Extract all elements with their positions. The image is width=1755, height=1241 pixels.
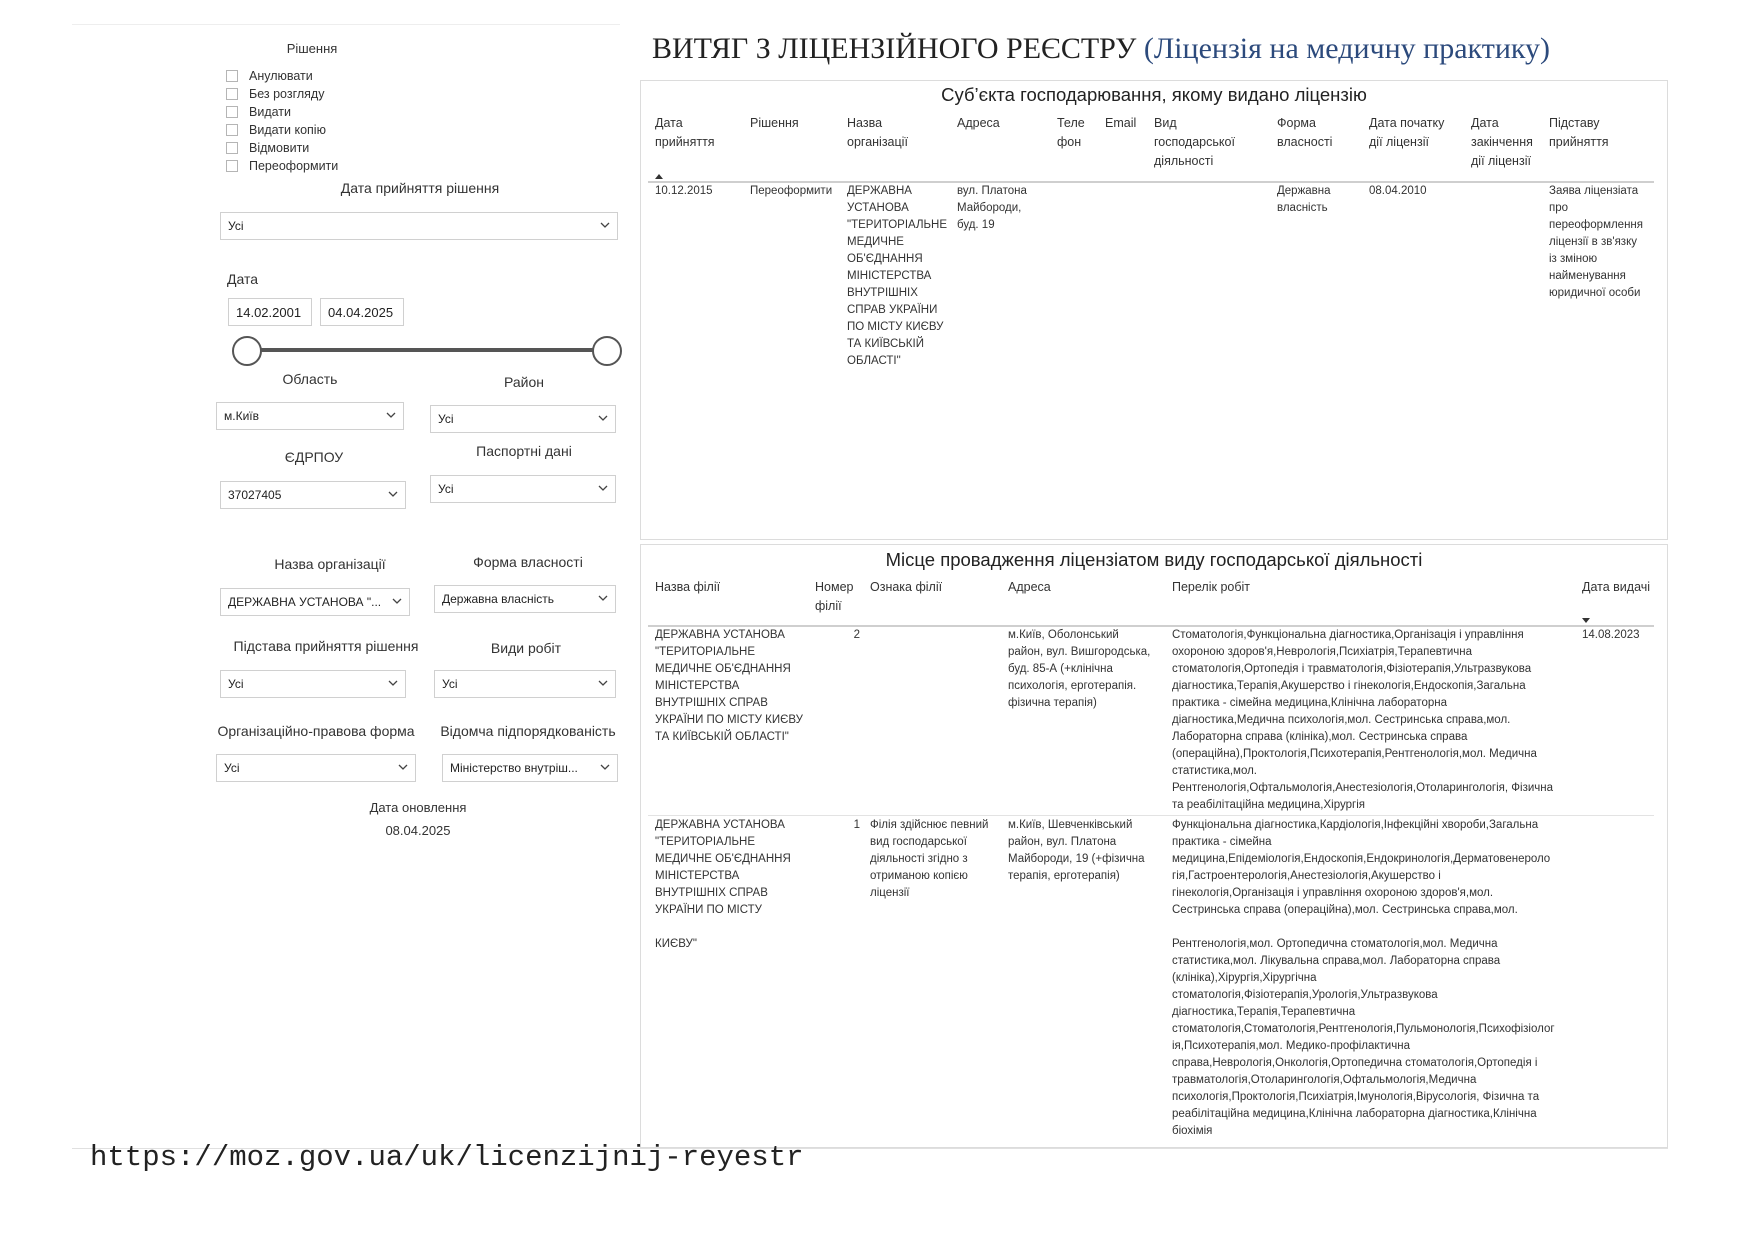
- region-dropdown[interactable]: [216, 402, 404, 430]
- decision-option[interactable]: [226, 158, 338, 174]
- update-date-label: Дата оновлення: [369, 800, 467, 815]
- column-header-date[interactable]: Дата прийняття: [655, 116, 715, 149]
- checkbox[interactable]: [226, 106, 238, 118]
- sort-desc-icon[interactable]: [1582, 618, 1590, 623]
- chevron-down-icon: [386, 411, 396, 419]
- basis-label: Підстава прийняття рішення: [233, 638, 419, 654]
- decision-option[interactable]: [226, 68, 313, 84]
- column-header-org[interactable]: Назва організації: [847, 116, 908, 149]
- column-header-number[interactable]: Номер філії: [815, 580, 854, 613]
- column-header-start[interactable]: Дата початку дії ліцензії: [1369, 116, 1445, 149]
- checkbox[interactable]: [226, 142, 238, 154]
- column-header-email[interactable]: Email: [1105, 116, 1137, 130]
- cell-address: м.Київ, Оболонський район, вул. Вишгородська, буд. 85-А (+клінічна психологія, ерготерапія. фізична терапія): [1008, 629, 1151, 709]
- page-title-sub: (Ліцензія на медичну практику): [1143, 32, 1551, 65]
- licensee-table-title: Суб’єкта господарювання, якому видано ліцензію: [941, 84, 1367, 105]
- work-types-dropdown[interactable]: [434, 670, 616, 698]
- chevron-down-icon: [600, 221, 610, 229]
- decision-date-label: Дата прийняття рішення: [340, 180, 500, 196]
- cell-branch: ДЕРЖАВНА УСТАНОВА "ТЕРИТОРІАЛЬНЕ МЕДИЧНЕ ОБ'ЄДНАННЯ МІНІСТЕРСТВА ВНУТРІШНІХ СПРАВ УКРАЇНИ ПО МІСТУ КИЄВУ ТА КИЇВСЬКІЙ ОБЛАСТІ": [655, 629, 803, 743]
- column-header-basis[interactable]: Підставу прийняття: [1549, 116, 1609, 149]
- basis-value: Усі: [228, 677, 244, 691]
- date-label: Дата: [227, 271, 259, 287]
- cell-works: Функціональна діагностика,Кардіологія,Інфекційні хвороби,Загальна практика - сімейна медицина,Епідеміологія,Ендоскопія,Ендокринологія,Дерматовенеролo гія,Гастроентерологія,Анестезіологія,Акушерство і гінекологія,Організація і управління охороною здоров'я,мол. Сестринська справа (операційна),мол. Сестринська справа,мол. Рентгенологія,мол. Ортопедична стоматологія,мол. Медична статистика,мол. Лікувальна справа,мол. Лабораторна справа (клініка),Хірургія,Хірургічна стоматологія,Фізіотерапія,Урологія,Ультразвукова діагностика,Терапія,Терапевтична стоматологія,Стоматологія,Рентгенологія,Пульмонологія,Психофізіолог ія,Психотерапія,мол. Медико-профілактична справа,Неврологія,Онкологія,Ортопедична стоматологія,Ортопедія і травматологія,Отоларингологія,Офтальмологія,Медична психологія,Проктологія,Психіатрія,Імунологія,Вірусологія, Фізична та реабілітаційна медицина,Клінічна лабораторна діагностика,Клінічна біохімія: [1172, 819, 1555, 1137]
- chevron-down-icon: [392, 597, 402, 605]
- cell-start: 08.04.2010: [1369, 185, 1427, 197]
- chevron-down-icon: [598, 594, 608, 602]
- slider-handle-start[interactable]: [232, 336, 262, 366]
- decision-option-label: Анулювати: [249, 69, 313, 83]
- decision-option-label: Без розгляду: [249, 87, 325, 101]
- cell-date: 10.12.2015: [655, 185, 713, 197]
- passport-label: Паспортні дані: [476, 443, 572, 459]
- legal-form-value: Усі: [224, 761, 240, 775]
- chevron-down-icon: [598, 414, 608, 422]
- work-types-label: Види робіт: [490, 640, 562, 656]
- chevron-down-icon: [388, 490, 398, 498]
- column-header-activity[interactable]: Вид господарської діяльності: [1154, 116, 1235, 168]
- column-header-decision[interactable]: Рішення: [750, 116, 799, 130]
- slider-track: [246, 348, 606, 352]
- top-divider: [72, 24, 620, 25]
- update-date-value: 08.04.2025: [385, 823, 451, 838]
- decision-filter-label: Рішення: [286, 41, 338, 56]
- decision-option[interactable]: [226, 86, 324, 102]
- cell-address: вул. Платона Майбороди, буд. 19: [957, 185, 1027, 231]
- cell-branch: ДЕРЖАВНА УСТАНОВА "ТЕРИТОРІАЛЬНЕ МЕДИЧНЕ ОБ'ЄДНАННЯ МІНІСТЕРСТВА ВНУТРІШНІХ СПРАВ УКРАЇНИ ПО МІСТУ КИЄВУ": [655, 819, 791, 950]
- chevron-down-icon: [600, 763, 610, 771]
- checkbox[interactable]: [226, 160, 238, 172]
- cell-basis: Заява ліцензіата про переоформлення ліцензії в зв'язку із зміною найменування юридичної особи: [1549, 185, 1644, 299]
- cell-issued: 14.08.2023: [1582, 629, 1640, 641]
- decision-option[interactable]: [226, 122, 326, 138]
- basis-dropdown[interactable]: [220, 670, 406, 698]
- cell-number: 1: [853, 819, 860, 831]
- ownership-dropdown[interactable]: [434, 585, 616, 613]
- date-from-input[interactable]: 14.02.2001: [228, 298, 312, 326]
- row-divider: [648, 815, 1654, 816]
- column-header-address[interactable]: Адреса: [957, 116, 1000, 130]
- decision-option[interactable]: [226, 140, 309, 156]
- region-label: Область: [282, 371, 338, 387]
- decision-date-value: Усі: [228, 219, 244, 233]
- edrpou-label: ЄДРПОУ: [284, 449, 344, 465]
- district-dropdown[interactable]: [430, 405, 616, 433]
- edrpou-value: 37027405: [228, 488, 282, 502]
- column-header-end[interactable]: Дата закінчення дії ліцензії: [1471, 116, 1533, 168]
- work-types-value: Усі: [442, 677, 458, 691]
- decision-option-label: Переоформити: [249, 159, 339, 173]
- ownership-label: Форма власності: [473, 554, 583, 570]
- checkbox[interactable]: [226, 70, 238, 82]
- district-value: Усі: [438, 412, 454, 426]
- edrpou-dropdown[interactable]: [220, 481, 406, 509]
- legal-form-label: Організаційно-правова форма: [217, 723, 415, 739]
- column-header-sign[interactable]: Ознака філії: [870, 580, 943, 594]
- ownership-value: Державна власність: [442, 592, 555, 606]
- cell-works: Стоматологія,Функціональна діагностика,Організація і управління охороною здоров'я,Неврологія,Психіатрія,Терапевтична стоматологія,Ортопедія і травматологія,Фізіотерапія,Ультразвукова діагностика,Терапія,Акушерство і гінекологія,Ендоскопія,Загальна практика - сімейна медицина,Клінічна лабораторна діагностика,Медична психологія,мол. Сестринська справа,мол. Лабораторна справа (клініка),мол. Сестринська справа (операційна),Проктологія,Психотерапія,Рентгенологія,мол. Медична статистика,мол. Рентгенологія,Офтальмологія,Анестезіологія,Отоларингологія, Фізична та реабілітаційна медицина,Хірургія: [1172, 629, 1554, 811]
- page-title-main: ВИТЯГ З ЛІЦЕНЗІЙНОГО РЕЄСТРУ: [652, 32, 1137, 65]
- cell-address: м.Київ, Шевченківський район, вул. Платона Майбороди, 19 (+фізична терапія, ерготерапія): [1008, 819, 1145, 882]
- decision-option-label: Видати: [249, 105, 291, 119]
- decision-date-dropdown[interactable]: [220, 212, 618, 240]
- sort-asc-icon[interactable]: [655, 174, 663, 179]
- branches-table-title: Місце провадження ліцензіатом виду господарської діяльності: [885, 549, 1423, 570]
- checkbox[interactable]: [226, 88, 238, 100]
- column-header-phone[interactable]: Теле фон: [1057, 116, 1085, 149]
- page-title: [652, 32, 1550, 66]
- subordination-dropdown[interactable]: [442, 754, 618, 782]
- decision-option-label: Видати копію: [249, 123, 326, 137]
- column-header-address[interactable]: Адреса: [1008, 580, 1051, 594]
- chevron-down-icon: [598, 679, 608, 687]
- org-name-value: ДЕРЖАВНА УСТАНОВА "...: [228, 595, 382, 609]
- cell-decision: Переоформити: [750, 185, 833, 197]
- subordination-label: Відомча підпорядкованість: [440, 723, 616, 739]
- column-header-works[interactable]: Перелік робіт: [1172, 580, 1251, 594]
- subordination-value: Міністерство внутріш...: [450, 761, 578, 775]
- date-to-input[interactable]: 04.04.2025: [320, 298, 404, 326]
- column-header-branch[interactable]: Назва філії: [655, 580, 721, 594]
- cell-sign: Філія здійснює певний вид господарської діяльності згідно з отриманою копією ліцензії: [870, 819, 989, 899]
- chevron-down-icon: [598, 484, 608, 492]
- footer-url[interactable]: https://moz.gov.ua/uk/licenzijnij-reyestr: [90, 1141, 804, 1174]
- decision-option[interactable]: [226, 104, 291, 120]
- org-name-dropdown[interactable]: [220, 588, 410, 616]
- passport-dropdown[interactable]: [430, 475, 616, 503]
- column-header-issued[interactable]: Дата видачі: [1582, 580, 1651, 594]
- passport-value: Усі: [438, 482, 454, 496]
- cell-number: 2: [853, 629, 860, 641]
- column-header-ownership[interactable]: Форма власності: [1277, 116, 1333, 149]
- legal-form-dropdown[interactable]: [216, 754, 416, 782]
- decision-option-label: Відмовити: [249, 141, 310, 155]
- cell-org: ДЕРЖАВНА УСТАНОВА "ТЕРИТОРІАЛЬНЕ МЕДИЧНЕ ОБ'ЄДНАННЯ МІНІСТЕРСТВА ВНУТРІШНІХ СПРАВ УКРАЇНИ ПО МІСТУ КИЄВУ ТА КИЇВСЬКІЙ ОБЛАСТІ": [847, 185, 948, 367]
- chevron-down-icon: [398, 763, 408, 771]
- org-name-label: Назва організації: [274, 556, 386, 572]
- district-label: Район: [504, 374, 544, 390]
- chevron-down-icon: [388, 679, 398, 687]
- cell-ownership: Державна власність: [1277, 185, 1331, 214]
- checkbox[interactable]: [226, 124, 238, 136]
- slider-handle-end[interactable]: [592, 336, 622, 366]
- region-value: м.Київ: [224, 409, 259, 423]
